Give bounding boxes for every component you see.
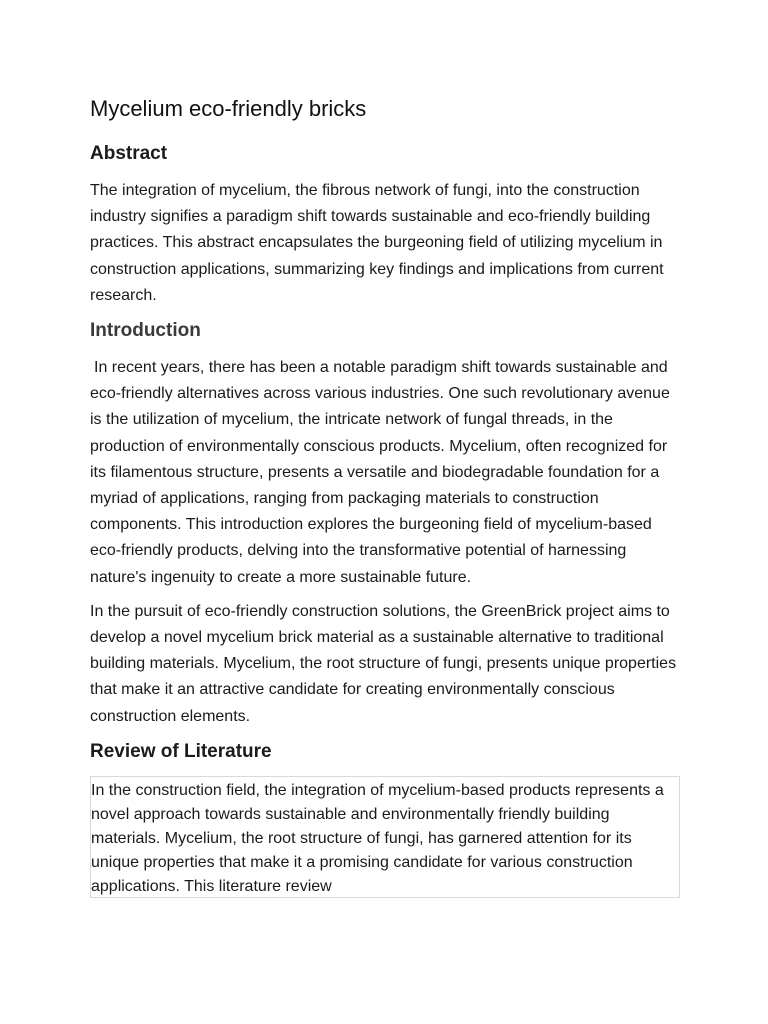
introduction-heading: Introduction [90, 320, 201, 342]
review-paragraph: In the construction field, the integration of mycelium-based products represents a novel approach towards sustainable and environmentally friendly building materials. Mycelium, the root structure of fungi, has garnered attention for its unique properties that make it a promising candidate for various construction applications. This literature review [91, 781, 664, 895]
introduction-paragraph-2: In the pursuit of eco-friendly construction solutions, the GreenBrick project aims to develop a novel mycelium brick material as a sustainable alternative to traditional building materials. Mycelium, the root structure of fungi, presents unique properties that make it an attractive candidate for creating environmentally conscious construction elements. [90, 602, 677, 725]
review-text-box [90, 776, 680, 898]
abstract-heading: Abstract [90, 143, 168, 164]
document-title: Mycelium eco-friendly bricks [90, 96, 367, 121]
document-page [90, 93, 680, 898]
introduction-paragraph-1: In recent years, there has been a notable paradigm shift towards sustainable and eco-friendly alternatives across various industries. One such revolutionary avenue is the utilization of mycelium, the intricate network of fungal threads, in the production of environmentally conscious products. Mycelium, often recognized for its filamentous structure, presents a versatile and biodegradable foundation for a myriad of applications, ranging from packaging materials to construction components. This introduction explores the burgeoning field of mycelium-based eco-friendly products, delving into the transformative potential of harnessing nature's ingenuity to create a more sustainable future. [90, 359, 670, 586]
abstract-paragraph: The integration of mycelium, the fibrous network of fungi, into the construction industry signifies a paradigm shift towards sustainable and eco-friendly building practices. This abstract encapsulates the burgeoning field of utilizing mycelium in construction applications, summarizing key findings and implications from current research. [90, 182, 664, 304]
review-heading: Review of Literature [90, 740, 272, 762]
